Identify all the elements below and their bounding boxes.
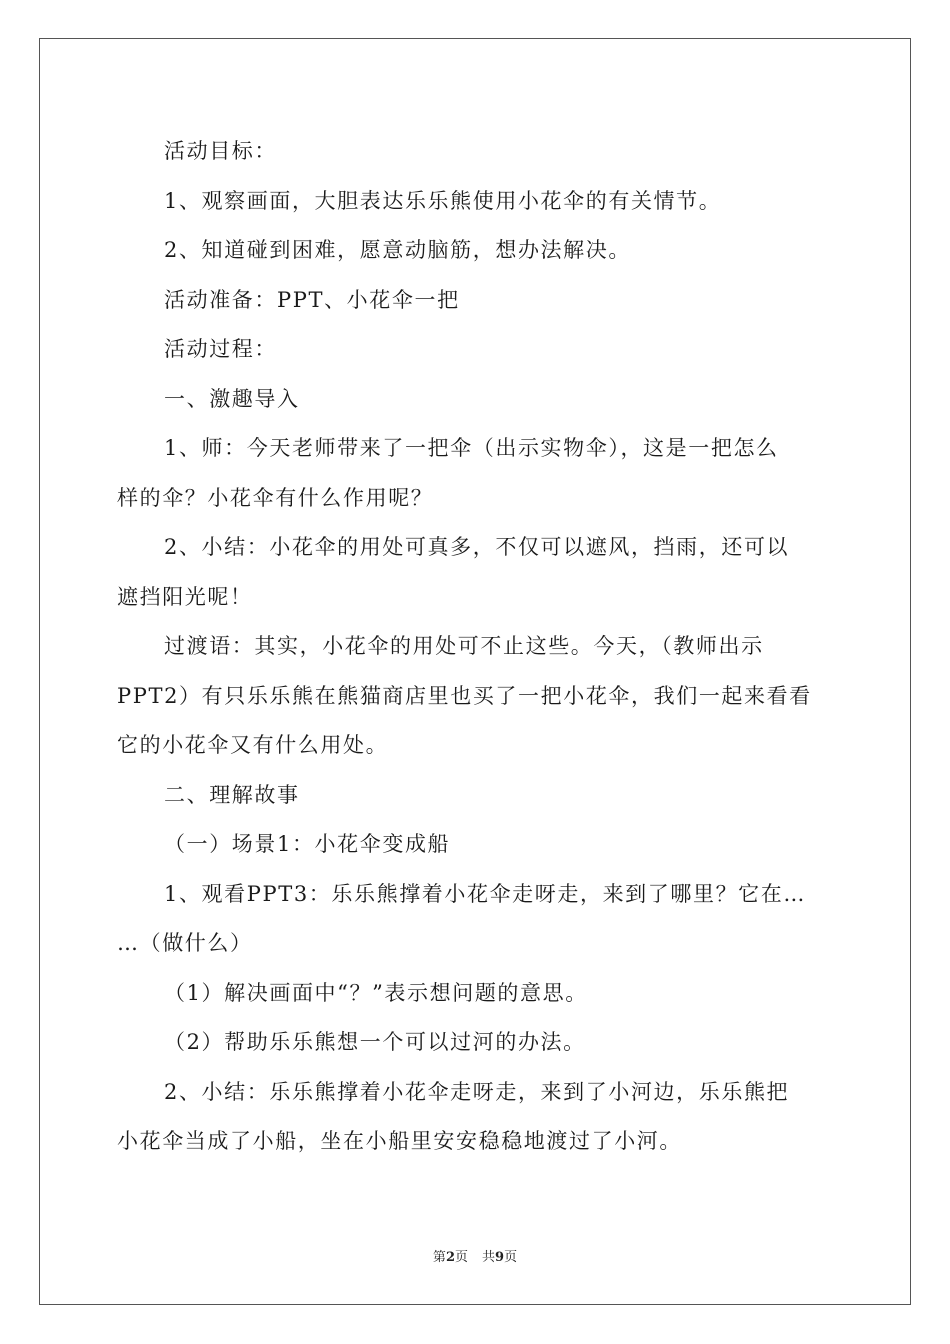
paragraph: [117, 325, 835, 375]
paragraph-line: …（做什么）: [117, 931, 253, 955]
paragraph-line: 1、观看PPT3：乐乐熊撑着小花伞走呀走，来到了哪里？它在…: [164, 881, 806, 906]
paragraph-line: 2、小结：乐乐熊撑着小花伞走呀走，来到了小河边，乐乐熊把: [164, 1079, 790, 1104]
paragraph-line: 一、激趣导入: [164, 386, 300, 411]
total-prefix: 共: [482, 1250, 496, 1265]
paragraph-line: 遮挡阳光呢！: [117, 584, 253, 609]
paragraph-line: 活动过程：: [164, 337, 277, 361]
paragraph: [117, 969, 835, 1019]
paragraph: [117, 771, 835, 821]
paragraph: [117, 424, 835, 523]
paragraph-line: （2）帮助乐乐熊想一个可以过河的办法。: [164, 1030, 586, 1054]
paragraph: [117, 1068, 835, 1167]
paragraph: [117, 622, 835, 771]
page-number: 2: [445, 1250, 455, 1265]
total-suffix: 页: [504, 1250, 518, 1265]
paragraph: [117, 1018, 835, 1068]
paragraph: [117, 870, 835, 969]
paragraph-line: 1、师：今天老师带来了一把伞（出示实物伞），这是一把怎么: [164, 436, 779, 460]
paragraph-line: （1）解决画面中“？”表示想问题的意思。: [164, 980, 588, 1005]
page-footer: [0, 1246, 950, 1265]
paragraph: [117, 820, 835, 870]
paragraph-line: （一）场景1：小花伞变成船: [164, 832, 451, 856]
paragraph-line: 小花伞当成了小船，坐在小船里安安稳稳地渡过了小河。: [117, 1129, 682, 1153]
paragraph: [117, 375, 835, 425]
paragraph: [117, 523, 835, 622]
paragraph-line: 二、理解故事: [164, 782, 300, 807]
paragraph: [117, 127, 835, 177]
paragraph-line: 1、观察画面，大胆表达乐乐熊使用小花伞的有关情节。: [164, 188, 722, 213]
document-body: [117, 127, 835, 1167]
page-suffix: 页: [454, 1250, 468, 1265]
paragraph-line: 2、小结：小花伞的用处可真多，不仅可以遮风，挡雨，还可以: [164, 535, 790, 559]
paragraph-line: 样的伞？小花伞有什么作用呢？: [117, 485, 434, 510]
paragraph-line: 2、知道碰到困难，愿意动脑筋，想办法解决。: [164, 238, 631, 262]
paragraph-line: 活动目标：: [164, 139, 277, 163]
paragraph-line: 活动准备：PPT、小花伞一把: [164, 287, 460, 312]
paragraph: [117, 276, 835, 326]
paragraph-line: 它的小花伞又有什么用处。: [117, 733, 389, 757]
paragraph: [117, 177, 835, 227]
page-prefix: 第: [432, 1250, 446, 1265]
paragraph: [117, 226, 835, 276]
total-pages: 9: [495, 1250, 505, 1265]
paragraph-line: PPT2）有只乐乐熊在熊猫商店里也买了一把小花伞，我们一起来看看: [117, 683, 812, 708]
paragraph-line: 过渡语：其实，小花伞的用处可不止这些。今天，（教师出示: [164, 634, 764, 658]
